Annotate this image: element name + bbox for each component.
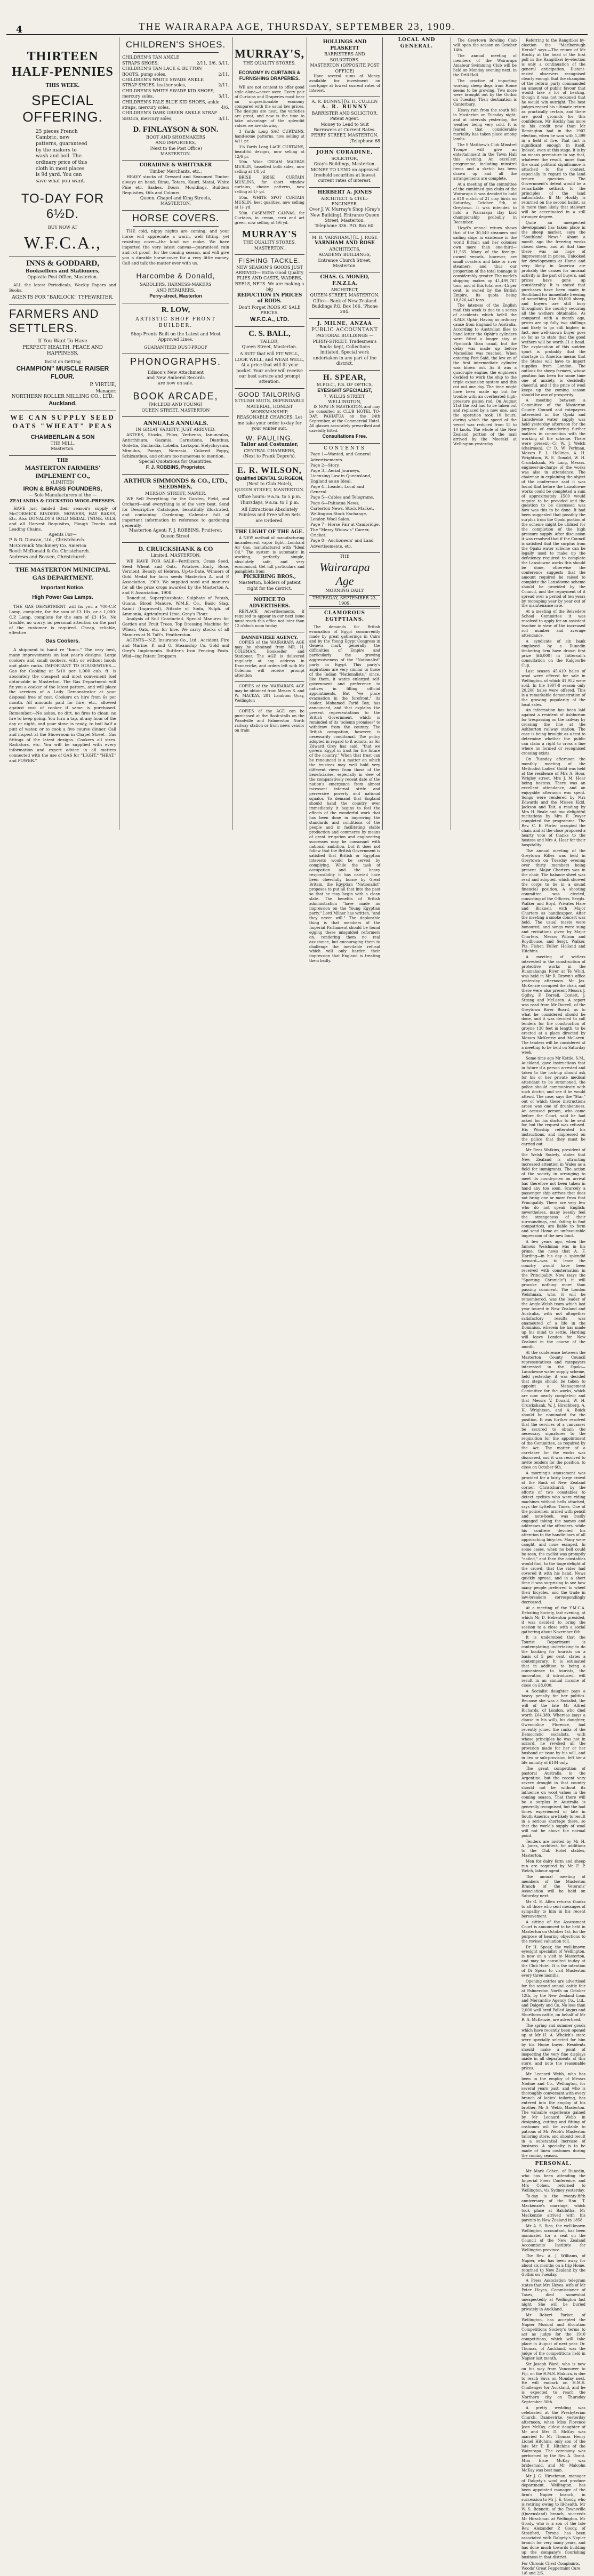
divider <box>133 52 219 53</box>
today-price: TO-DAY FOR 6½D. <box>21 191 105 221</box>
simmonds-name: ARTHUR SIMMONDS & CO., LTD., <box>124 477 228 485</box>
contents-title: CONTENTS <box>324 445 366 451</box>
fishing-tackle-ad <box>235 255 304 327</box>
murrays-ad <box>235 37 304 255</box>
milne-body: PASTORAL BUILDINGS — PERRY-STREET. Tradesmen's Books kept, Collections initiated. Special work undertaken in any part of the district. <box>312 333 377 366</box>
murrays-item: 50in. WHITE SPOT CURTAIN MUSLIN, best qualities, now selling at 1/- yd. <box>235 196 304 210</box>
editorial-egypt <box>309 608 380 967</box>
contents-box <box>309 444 380 553</box>
finlayson-trade: BOOT AND SHOEMAKERS <box>146 134 205 140</box>
cruickshank-fertilizers: Analysis of Soil Conducted. Special Manures for Garden and Fruit Trees. Top Dressing Machine for Wheat, Oats, etc. for hire. We carry stocks of all Manures at N. Taft's, Featherston. <box>122 616 229 638</box>
finlayson-trade-2: AND IMPORTERS, <box>155 140 196 146</box>
implement-trade: IRON & BRASS FOUNDERS, <box>23 485 102 492</box>
local-paragraph: The lateness of the English mail this week is due to a series of accidents which befell the R.M.S. Ophir. Having no ordinary cause from England to Australia. According to Australian files to hand letter the Ophir's cylinders were fitted a longer stay at Plymouth than usual, but the delay was made up before Marseilles was reached. When entering Port Said, the low on of the first intermediate cylinder was blown out. As it was a quadruple engine, the engineers decided to work the ship to the triple expansion system and this cut out one day. The time might have been made up but for trouble with an overheated high-pressure piston rod. On August 21st the rod had to be taken out and replaced by a new one, and the operation took 10 hours, during which the speed of the vessel was reduced from 15 to 10 knots. The whole of the New Zealand portion of the mail arrived by the Moeraki at Wellington yesterday. <box>453 303 517 447</box>
local-paragraph: A morning's amusement was provided for a fairly large crowd at the Bank of New Zealand corner, Christchurch, by the efforts of two constables to detect cyclists who were riding machines without bells attached, says the Lyttelton Times. One of the policemen, armed with pencil and note-book, was busily engaged taking the names and addresses of the offenders, while his confrere devoted his attention to the handle-bars of all approaching bicycles. Many were caught, and none escaped. In some cases, when no bell could be seen, the cyclist was promptly "nailed," and then the constables would find, to the huge delight of the crowd, that the rider had covered it with his hand. News quickly spread, and in a short time it was surprising to see how many people preferred to wheel their bicycles, and the trade in law-breakers correspondingly decreased. <box>521 1471 585 1604</box>
flag-daily: MORNING DAILY <box>325 588 364 593</box>
pickering-firm: PICKERING BROS., <box>243 574 296 580</box>
local-paragraph: A syndicate of six bank employed by a Dunedin timbering firm have drawn first prize (£6,000) in Tattersall's consultation on the Kalgoorlie Cup. <box>521 639 585 668</box>
pickering-note: Masterton, holders of patent right for the district. <box>238 580 301 591</box>
moneo-address: QUEEN-STREET, MASTERTON. <box>310 293 380 298</box>
fishing-headline: FISHING TACKLE. <box>238 257 301 265</box>
railway-copies <box>235 707 304 736</box>
local-paragraph: Dr H. Spear, the well-known eyesight specialist of Wellington, is now on a visit to Masterton, and may be consulted to-day at the Club Hotel. It is the intention of Dr Spear to visit Masterton every three months. <box>521 1945 585 1978</box>
hollings-body: Have several sums of Money available for investment on mortgage at lowest current rates of interest. <box>309 74 380 93</box>
ball-body: A SUIT that will FIT WELL, LOOK WELL, and WEAR WELL, At a price that will fit your pocket. Your order will receive our best service and prompt attention. <box>235 351 304 384</box>
ball-trade: TAILOR, <box>260 339 279 344</box>
childrens-shoes-ad <box>122 37 229 161</box>
shoe-item <box>122 55 229 66</box>
fishing-sub: Don't Forget RODS AT SALE PRICES. <box>238 304 301 316</box>
local-paragraph: A meeting of settlers interested in the construction of protective works in the Ruamahanga River at Te Whiti, was held in Mr R. Brown's office yesterday afternoon. Mr Jas. McKenzie occupied the chair, and there were also present Messrs J. Ogilvy, F. Dorrell, Corlett, J. Strang and McLaren. A report was read from Mr Dorrell, of the Greytown River Board, as to what he considered should be done, and it was decided to call tenders for the construction of groyne 130 feet in length, to be erected at a place directed by Messrs McKenzie and McLaren. The tenders will be considered at a meeting to be held on Saturday week. <box>521 955 585 1055</box>
implement-makers: — Sole Manufacturers of the — <box>28 492 97 497</box>
spear-trade: M.P.O.C., F.S. OF OPTICS, <box>316 382 373 387</box>
murrays-item: BRISE BRISE CURTAIN MUSLINS, for short window curtains, choice patterns, now selling at 1/- yd. <box>235 175 304 195</box>
seed-oats-body: WE CAN SUPPLY SEED OATS "WHEAT" PEAS <box>10 413 115 430</box>
simmonds-agent: Masterton Agent; F. J. ROBBINS, Fruiterer, Queen Street. <box>129 528 222 539</box>
local-headline: LOCAL AND GENERAL. <box>398 37 436 49</box>
gas-notice: Important Notice. <box>41 585 85 591</box>
cruickshank-body: WE HAVE FOR SALE—Fertilizers, Grass Seed, Seed Wheat and Oats. Potatoes—Early Rose, Vermont, Beauty of Hebron, Up-to-Date. Winners of Gold Medal for farm seeds Masterton A. and P. Association, 1909. We supplied seed and manures for all the prize crops awarded by the Masterton A. and P. Association, 1908. <box>122 558 229 595</box>
arcade-headline: BOOK ARCADE, <box>133 390 219 402</box>
local-paragraph: Heavy rain from the south fell in Masterton on Tuesday night, and at intervals yesterday, the weather being very cold. It is feared that considerable mortality has taken place among lambs. <box>453 108 517 142</box>
contents-item: Page 8—Auctioneers' and Land Advertisements, etc. <box>310 538 374 549</box>
wilson-note: (Next to Club Hotel), <box>246 482 293 487</box>
spear-title: EYESIGHT SPECIALIST, <box>317 387 372 393</box>
horse-headline: HORSE COVERS. <box>132 212 220 223</box>
implement-products: ZEALANDIA & COCKATOO WOOL-PRESSES. <box>10 498 116 504</box>
jones-name: HERBERT A. JONES <box>317 189 372 195</box>
flag-the: THE <box>340 553 350 559</box>
farmers-lines: PERFECT HEALTH, PEACE AND HAPPINESS, <box>22 344 103 357</box>
bunny-body: Money to Lend to Suit Borrowers at Current Rates. <box>314 122 376 132</box>
spear-body: IS NOW IN MASTERTON, and may be consulted at CLUB HOTEL TO-DAY. PAHIATUA on the 24th September, at the Commercial Hotel. All glasses accurately prescribed and carefully fitted. <box>309 405 380 434</box>
murrays-sub: ECONOMY IN CURTAINS & FURNISHING DRAPERIES. <box>238 69 301 82</box>
spear-free: Consultations Free. <box>322 434 367 439</box>
bunny-trade: BARRISTER AND SOLICITOR. <box>311 110 378 116</box>
annuals-body: ASTERS, Stocks, Phlox, Verbenas, Ianunculas, Antirrhinum, Gazania, Carnations, Dianthus, Godetia, Gaillardia, Lobelia, Larkspur, Helychrysum, Mimulus, Pansys, Nemesia, Colored Poppy, Schizanthus, and others too numerous to mention. <box>122 432 229 459</box>
farmers-intro: If You Want To Have <box>38 338 87 344</box>
subhead-this-week: THIS WEEK. <box>45 83 80 89</box>
flag-name: Wairarapa Age <box>319 560 370 588</box>
varnham-address: ACADEMY BUILDINGS, <box>318 252 371 258</box>
copies-2: COPIES of the AGE can be purchased at the Book-stalls on the Woodville and Palmerston North railway station or from news vendor on train <box>235 709 304 733</box>
annuals-sub: IN GREAT VARIETY, JUST ARRIVED. <box>135 427 216 432</box>
contents-item: Page 5—Cables and Telegrams. <box>310 495 374 500</box>
simmonds-body: WE Sell Everything for the Garden, Field, and Orchard—and everything is of the very best. Send for Descriptive Catalogue, beautifully illustrated, and containing Gardening Calendar full of important information in reference to gardening generally. <box>122 496 229 528</box>
implement-name-2: MASTERTON FARMERS' <box>25 464 101 472</box>
farmers-city: Auckland. <box>49 400 77 407</box>
masthead-title: THE WAIRARAPA AGE, THURSDAY, SEPTEMBER 23, 1909. <box>139 21 455 33</box>
ball-name: C. S. BALL, <box>248 329 291 338</box>
light-body: A NEW method of manufacturing incandescent vapor light—Lomhard Air Gas, manufactured with "Ideal Oil." The system is automatic in working, perfectly simple, absolutely safe, and very economical. Get full particulars and pamphlets from <box>235 535 304 574</box>
varnham-trade: ARCHITECTS, <box>329 246 360 252</box>
personal-paragraph: A Press Association telegram states that Mrs Heyes, wife of Mr Peter Heyes, Commissioner of Taxes, died somewhat unexpectedly at Wellington last night. She will be buried privately in Auckland. <box>521 2278 585 2312</box>
shoe-item <box>122 89 229 100</box>
dannevirke-headline: DANNEVIRKE AGENCY. <box>241 635 298 640</box>
personal-paragraph: Sir Joseph Ward, who is now on his way from Vancouver to Fiji, on the R.M.S. Makura, is due to reach Suva on Monday next. He will embark on H.M.S. Challenger for Auckland, and he is expected to reach the Northern city on Thursday September 30th. <box>521 2362 585 2405</box>
implement-limited: (LIMITED) <box>51 480 75 485</box>
spear-name: H. SPEAR, <box>323 373 367 382</box>
bunny-address: PERRY STREET, MASTERTON. <box>311 133 379 138</box>
annuals-headline: ANNUALS ANNUALS. <box>143 419 208 427</box>
finlayson-town: MASTERTON. <box>160 151 191 156</box>
implement-agent-3: Booth McDonald & Co. Christchurch. <box>9 549 90 554</box>
farmers-product: CHAMPION" MUSCLE RAISER FLOUR. <box>16 365 109 380</box>
shoe-item-label: CHILDREN'S TAN ANKLE STRAPS SHOES, <box>122 55 180 66</box>
farmers-person: P. VIRTUE, <box>90 382 116 388</box>
milne-name: J. MILNE, ANZAA <box>317 320 372 326</box>
tailoring-headline: GOOD TAILORING <box>238 390 301 398</box>
shoe-item-price: 2/11. <box>218 83 229 88</box>
notice-body: REPLACE Advertisements, if required to appear in our next issue must reach this office not later than 12 o'clock noon to-day <box>235 609 304 629</box>
local-paragraph: The S Matthew's Club Minstrel Troupe will give an entertainment in the Town Hall this evening. An excellent programme, including minstrel items and a sketch has been drawn up and all the arrangements are complete. <box>453 143 517 181</box>
local-paragraph: Referring to the Rangitikei by-election the "Marlborough Herald" says:—The return of Mr Hockly at the head of the first poll in the Rangitikei by-election is only a continuation of the general anticipation. Distant-rested observers recognised clearly enough that the champion of the reform party commanded an amount of public favour that would take a lot of beating, though it was not reckoned that he would win outright. The best judges regard his ultimate return as practically certain, and there are good grounds for this confidence. Mr Hockly has more to his credit now than Mr Remington had in the 1902 election, when he won with 1,399 in a field of five. That fact is significant enough in itself. Indeed, even at this stage, it is by no means premature to say that, whatever the result, more than the usual political significance is attached to the contest, especially in regard to the land tenure question. The Government's defeat would be a remarkable setback to the principles of the land nationalists. If Mr Hockly is returned on the second ballot, as is more than likely that stalwart will be accentuated in a still stronger degree. <box>521 38 585 220</box>
simmonds-trade: SEEDSMEN, <box>159 485 192 491</box>
coradine-name: CORADINE & WHITTAKER <box>139 163 212 168</box>
personal-paragraph: A pretty wedding was celebrated at the Presbyterian Church, Dannevirke, yesterday afternoon, when Miss Florence Jean McKay, eldest daughter of Mr and Mrs D. McKay was married to Mr Thomas Henry Lionel Hitchins, only son of the late Mr T. B. Hitchins of the Wairarapa. The ceremony was performed by the Rev A. Grant. Miss Elsie McKay was bridesmaid, and Mr Malcolm McKay was best man. <box>521 2406 585 2473</box>
jcoradine-trade: SOLICITOR, <box>331 156 358 161</box>
shoe-item-label: CHILDREN'S TAN LACE & BUTTON BOOTS, pump soles, <box>122 66 202 77</box>
murrays-item: 50in. CASEMENT CANVAS, for Curtains, in cream, ecru and art green, now selling at 1/6 yd. <box>235 211 304 225</box>
shoe-item-price: 3/11. <box>218 94 229 99</box>
annuals-ad <box>122 417 229 475</box>
local-paragraph: The great competition of pastoral Australia is the Argentine, but the recent very severe drought in that country should not be without its influence on wool values in the coming season. That there will be a surplus in Australia is generally recognised, but the bad times experienced of late in South America are likely to result in a serious shortage there, so that the world's supply of wool will not be above the normal point. <box>521 1767 585 1838</box>
gas-cookers-head: Gas Cookers. <box>45 638 80 645</box>
notice-headline: NOTICE TO ADVERTISERS. <box>249 597 290 609</box>
murrays-tagline-2: THE QUALITY STORES, <box>243 240 296 245</box>
pauling-name: W. PAULING, <box>245 434 294 442</box>
implement-agents: Agents For— <box>49 532 77 537</box>
contents-item: Page 7—Horse Fair at Cambridge, The "Merry Widow's" Career, Cricket. <box>310 522 380 538</box>
varnham-name: VARNHAM AND ROSE <box>315 240 375 246</box>
implement-body: HAVE just landed their season's supply of McCORMICK BINDERS, MOWERS, HAY RAKES, Etc. Also DONALDY'S GOLD MEDAL TWINE, OILS, and all Harvest Requisites, Plough Tracks and Leading Chains. <box>9 505 116 532</box>
pauling-note: (Next to Frank Depre's). <box>243 454 296 459</box>
jones-trade: ARCHITECT & CIVIL-ENGINEER. <box>320 196 369 206</box>
copies-1: COPIES of the WAIRARAPA AGE may be obtained from Messrs S. and W. MACKAY, 201 Lambton Quay, Wellington <box>235 684 304 703</box>
gas-title: THE MASTERTON MUNICIPAL GAS DEPARTMENT. <box>15 566 110 582</box>
personal-paragraph: Mr Robert Parker, of Wellington, has accepted the Napier Musical and Elocution Competitions Society's terms to act as judge for the 1910 competitions, which will take place in August of next year. Dr. Thomas, of Auckland, was the judge of the competitions held in Napier last month. <box>521 2313 585 2361</box>
murrays-item: 50in. Wide CREAM MADRAS MUSLIN, tasselled both sides, now selling at 1/8 yd <box>235 160 304 174</box>
personal-headline: PERSONAL. <box>521 2158 585 2168</box>
phonographs-ad <box>122 354 229 417</box>
arcade-owners: [McLEOD AND YOUNG] <box>149 402 203 407</box>
gas-department-ad <box>9 564 116 767</box>
murrays-item: 3 Yards Long SAC CURTAINS, hand-some patterns, now selling at 4/11 pr. <box>235 129 304 143</box>
local-paragraph: An information has been laid against a resident of Ashburton for trespassing on the railway by crossing the line at the Ashburton railway station. The case is being brought as a test to determine whether the public can claim a right to cross a line where no formed or recognised crossing exists. <box>521 708 585 756</box>
wilson-trade: Qualified DENTAL SURGEON, <box>235 475 304 481</box>
local-paragraph: Men for dairy farm and sheep run are required by Mr F. P. Welch, labour agent. <box>521 1859 585 1874</box>
ball-address: Queen Street, Masterton. <box>242 344 298 350</box>
divider <box>133 226 219 227</box>
egypt-headline: CLAMOROUS EGYPTIANS. <box>324 611 365 622</box>
murrays-item-list <box>235 130 304 226</box>
dannevirke-agency <box>235 632 304 682</box>
local-paragraph: Opening entries are advertised for the second annual cattle fair at Palmerston North on October 12th, by the New Zealand Loan and Mercantile Agency Co., Ltd., and Dalgety and Co. No less than 2,000 well-bred Polled Angus and Shorthorn cattle, on behalf of Mr R. A. McKenzie, are advertised. <box>521 1979 585 2022</box>
local-paragraph: A sitting of the Assessment Court is announced to be held in Masterton on October 1st, for the purpose of hearing objections to the revised valuation roll. <box>521 1920 585 1944</box>
column-1 <box>6 37 119 830</box>
murrays-name: MURRAY'S, <box>235 47 305 60</box>
implement-co-ad <box>9 456 116 564</box>
varnham-names: M. R. VARNHAM.] [E. J. ROSE <box>311 235 378 240</box>
inns-goddard-ad <box>9 256 116 305</box>
column-5 <box>383 37 451 830</box>
moneo-ad <box>309 272 380 318</box>
spear-ad <box>309 371 380 444</box>
wilson-address: QUEEN STREET, MASTERTON. <box>235 487 304 492</box>
local-paragraph: On Tuesday afternoon the monthly meeting of the Methodist Ladies' Guild was held at the residence of Mrs A. Hoar, Wrigley street, Mrs J. M. Hoar being hostess. There was an excellent attendance, and an enjoyable afternoon was spent. Songs were rendered by Mrs Edwards and the Misses Kidd, Jackson and Tait, a reading by Mrs H. Beale and two delightful recitations by Mrs F. Dwyer completed the programme. The Rev. C. E. Porter occupied the chair, and at the close proposed a hearty vote of thanks to the hostess and Mrs A. Hoar for their hospitality. <box>521 757 585 848</box>
headline-thirteen: THIRTEEN HALF-PENNIES <box>12 50 114 79</box>
personal-paragraph: The Rev. A. J. Williams, of Napier, who has been away for about six months on a trip Home, returned to New Zealand by the Gothic on Tuesday. <box>521 2253 585 2277</box>
local-paragraph: The annual meeting of members of the Wairarapa Amateur Swimming Club will be held on Monday evening next, in the Drill Hall. <box>453 53 517 77</box>
local-paragraph: At the conference between the Masterton County Council representatives and ratepayers interested in the Opaki—Lansdowne water supply scheme, held yesterday, it was decided that steps should be taken to appoint a Management Committee for the works, which are now nearly completed; and that Messrs V. Donald, W. H. Cruickshank, W. J. Hirschberg, A. H. Wrightson, and A. Buick should be nominated for the position. It was further resolved that the services of a canvasser be secured to obtain the necessary signatures to the requisition for the appointment of the Committee, as required by the Act. The matter of a caretaker for the works was discussed, and it was resolved to invite tenders for the position, to close on October 6th. <box>521 1351 585 1470</box>
shoes-headline: CHILDREN'S SHOES. <box>125 39 226 50</box>
annuals-special: Special Quotations for Quantities. <box>139 459 213 464</box>
moneo-trade: ARCHITECT, <box>331 287 359 292</box>
farmers-role: Manager. <box>95 388 116 394</box>
jcoradine-body: MONEY TO LEND on approved freehold securities at lowest current rates of interest. <box>310 167 379 183</box>
light-headline: THE LIGHT OF THE AGE. <box>235 529 304 535</box>
fishing-reduction: REDUCTION IN PRICES of RODS. <box>237 292 302 304</box>
hollings-address: MASTERTON (OPPOSITE POST OFFICE) <box>310 63 380 74</box>
moneo-office: Office—Bank of New Zealand Buildings P.O. Box 166. 'Phone 284. <box>311 298 378 315</box>
shoe-item <box>122 77 229 89</box>
shoe-item-label: CHILDREN'S DARK GREEN ANKLE STRAP SHOES, mercury soles, <box>122 110 217 121</box>
contents-item: Page 4—Leader, Local and General. <box>310 484 364 495</box>
local-paragraph: The annual meeting of the Greytown Rifles was held in Greytown on Tuesday evening over thirty members being present. Major Charters was in the chair. The balance sheet was read and adopted, which showed the corps to be in a sound financial position. A shooting committee was elected, consisting of the Officers, Sergts. Walker and Boyd, Privates Hare and Bicknell, with Major Charters as handicapper. After the meeting a smoke concert was held. The usual toasts were honoured, and songs were sung and recitations given by Major Charters, Messrs Wilson and Roydhouse, and Sergt. Walker, Pts. Fisher, Fuller, Holland and Hitchins. <box>521 849 585 954</box>
offer-body: 25 pieces French Cambric, new patterns, guaranteed by the makers to wash and boil. The ordinary price of this cloth in most places is 9d yard. You can save what you want. <box>36 129 87 184</box>
cruickshank-manures: Bonedust, Superphosphate, Sulphate of Potash, Guano, Blood Manure, W.M.E. Co., Basic Slag, Kainit (Improved), Nitrate of Soda, Sulph. of Ammonia, Agricultural Lime, Grey's Flour. <box>122 595 229 616</box>
shoe-item-label: CHILDREN'S WHITE SWADE KID SHOES, mercury soles, <box>122 88 215 99</box>
masthead <box>6 5 588 35</box>
masthead-flag <box>309 553 380 609</box>
jcoradine-name: JOHN CORADINE, <box>316 150 373 156</box>
contents-item: Page 6—Pahiatua News, Carterton News, Stock Market, Wellington Stock Exchange, London Wool Sales. <box>310 500 374 521</box>
implement-name-1: THE <box>57 458 69 463</box>
horse-body: THE cold, nippy nights are coming, and your horse will appreciate a warm, well fitting, yet resisting cover—the kind we make. We have imported the very latest canvas—guaranteed rain and rot proof—for the coming season, and will give you a durable horse-cover for a very little money. Call and talk the matter over with us. <box>122 229 229 266</box>
low-guarantee: GUARANTEED DUST-PROOF <box>143 344 208 350</box>
chamberlain-firm: CHAMBERLAIN & SON <box>30 434 95 440</box>
bunny-name: A. R. BUNNY <box>321 105 368 110</box>
seed-oats-ad <box>9 411 116 455</box>
low-body: ARTISTIC SHOP FRONT BUILDER. <box>135 317 216 329</box>
inns-address: Opposite Post Office, Masterton. <box>27 275 98 280</box>
shoe-item-label: CHILDREN'S WHITE SWADE ANKLE STRAP SHOES, leather soles, <box>122 77 204 88</box>
inns-body: ALL the latest Periodicals, Weekly Papers and Books. <box>9 282 116 293</box>
bunny-patent: Patent Agent. <box>330 116 360 122</box>
arcade-address: QUEEN STREET, MASTERTON <box>141 407 210 413</box>
bunny-phone: [Telephone 68 <box>349 138 380 143</box>
milne-trade: PUBLIC ACCOUNTANT <box>311 327 379 333</box>
wfca-special-ad <box>9 37 116 256</box>
local-paragraph: A Socialist daughter pays a heavy penalty for her politics. Because she was a Socialist, the will of the late Mr Alfred Richards, of London, who died worth £64,389. Whereas (says a clause in his will), his daughter, Gwendoline Florence, had recently joined the ranks of the Democratic socialists, with whose principles he was not in accord, he revoked all the provision made for her or her husband or issue by his will, and in lieu or sub-provision, left her a life annuity of £104 only. <box>521 1689 585 1766</box>
pauling-trade: Tailor and Costumier, <box>240 442 299 448</box>
varnham-ad <box>309 233 380 273</box>
local-paragraph: At a meeting of the committee of the combined gun clubs of the Wairarapa it was decided to hold a £10 match of 21 clay birds on Saturday, October 9th, at Greytown. It was intended to hold a Wairarapa clay bird championship probably in December. <box>453 182 517 225</box>
local-paragraph: At a meeting of the Belvedere School Committee it was resolved to apply for an assistant teacher in view of the increased roll number and average attendance. <box>521 609 585 638</box>
inns-name: INNS & GODDARD, <box>26 259 100 268</box>
local-paragraph: The spring and summer goods which have recently been opened up at Mr H. A. Whelch's store were specially selected for him by his Home buyer. Residents should make a point of inspecting the very fine displays made in all departments at this store, and note the reasonable prices. <box>521 2023 585 2071</box>
john-coradine-ad <box>309 148 380 188</box>
local-paragraph: The Greytown Bowling Club will open the season on October 14th. <box>453 38 517 52</box>
harcombe-trade: SADDLERS, HARNESS-MAKERS <box>140 282 212 287</box>
ball-tailor-ad <box>235 327 304 389</box>
jones-phone: Telephone 336. P.O. Box 60. <box>315 223 375 229</box>
notice-advertisers <box>235 595 304 632</box>
murrays-tagline: THE QUALITY STORES. <box>243 61 296 66</box>
local-paragraph: Last season 45,419 bales of wool were offered for sale in Wellington, of which 41,952 were sold. In the 1907-8 season only 20,200 bales were offered. This is a remarkable demonstration of the growing popularity of the local sales. <box>521 669 585 707</box>
local-paragraph: Mr Leonard Webb, who has been in the employ of Messrs Nodine and Co., Wellington, for several years past, and who is thoroughly conversant with every branch of ladies' tailoring, has entered into the employ of his brother, Mr A. Webb, Masterton. The valuable experience gained by Mr Leonard Webb in designing, cutting and fitting of costumes will be available to patrons of Mr Webb's Masterton tailoring store, and should result in a substantial increase of business. A specialty is to be made of linen costumes during the coming season. <box>521 2072 585 2158</box>
jones-body: Over J. W. Murray's Shop (Gray's New Building), Entrance Queen Street, Masterton. <box>309 207 380 223</box>
gas-lamps: High Power Gas Lamps. <box>32 595 93 601</box>
murrays-item: 3¼ Yards Long LACE CURTAINS, beautiful designs, now selling at 12/6 pr. <box>235 145 304 159</box>
inns-agents: AGENTS FOR "BARLOCK" TYPEWRITER. <box>12 295 114 301</box>
contents-item: Page 1—Wanted, and General Advertisements. <box>310 452 371 462</box>
harcombe-address: Perry-street, Masterton <box>149 293 202 299</box>
farmers-insist: Insist on Getting <box>44 359 81 364</box>
murrays-name-2: MURRAY'S <box>242 228 298 239</box>
local-paragraph: Mr G. E. Allen returns thanks to all those who sent messages of sympathy to him in his recent bereavement. <box>521 1899 585 1919</box>
jcoradine-address: Gray's Buildings, Masterton. <box>314 162 376 167</box>
footer-ad: For Chronic Chest Complaints, Woods' Great Peppermint Cure, 1/6 and 2/6. <box>521 2561 582 2575</box>
wfca-brand: W.F.C.A., <box>24 232 101 252</box>
contents-list <box>309 452 380 549</box>
wilson-body: All Extractions Absolutely Painless and Free when Sets are Ordered. <box>238 507 301 523</box>
horse-covers-ad <box>122 211 229 303</box>
r-low-ad <box>122 303 229 354</box>
local-paragraph: Quite an unexpected development has taken place in the sheep market, says the "Southland News." About a month ago the freezing works closed down, and at that time there was no hope of improvement in prices. Unlooked for developments at Home and very likely in America are probably the causes for unusual activity in the part of buyers, and prices have gone up considerably. It is stated that purchases have been made in Southland for immediate freezing of something like 30,000 sheep, and buyers are still busy throughout the country securing all the wethers obtainable. As compared with a month ago, prices are up fully two shillings and likely to go still higher; in fact, one well-known buyer goes so far as to state that the good wethers will be worth £1 a head. The explanation of this sudden spurt is probably that the shortage in America means that the States will have to import supplies from London. The outlook for sheep farmers, whose position has been for some time one of anxiety, is decidedly cheerful, and if the price of wool keeps up the coming season should be one of prosperity. <box>521 221 585 397</box>
shoe-item <box>122 110 229 122</box>
personal-paragraph: To-day is the twenty-fifth anniversary of the Hon. T. Mackenzie's marriage, which took place at Balclutha. Mr Mackenzie arrived with his parents in New Zealand in 1858. <box>521 2194 585 2222</box>
implement-agent-1: P. & D. Duncan, Ltd., Christchurch. <box>9 537 85 543</box>
farmers-headline: FARMERS AND SETTLERS. <box>9 307 99 335</box>
light-of-age-ad <box>235 527 304 595</box>
milne-ad <box>309 319 380 371</box>
chamberlain-town: Masterton. <box>51 446 75 452</box>
wilson-hours: Office hours: 9 a.m. to 5 p.m. Thursdays, 9 a.m. to 1 p.m. <box>238 494 301 505</box>
column-3 <box>232 37 307 830</box>
local-paragraph: A meeting between a Committee of the Masterton County Council and ratepayers interested in the Opaki and Lansdowne water supply was held yesterday afternoon for the purpose of considering further matters in connection with the working of the scheme. There were present—Cr W. J. Welch (chairman), Cr D. W. Perlman, Messrs F. L. Hollings, A. H. Wrightson, W. E. Donald, W. H. Cruickshank, Mr Lang, Messrs. engineer-in-charge of the works was also in attendance. The chairman in explaining the object of the conference said it was found that before the Lansdowne works could be completed a sum of approximately £500 would require to be provided and the question to be discussed was how was this to be done. It had been suggested that possibly the surplus from the Opaki portion of the scheme might be utilised for the completion of the high pressure supply. After discussion it was resolved that if the Council is satisfied that the surplus from the Opaki water scheme can be legally used to make up the deficiency required to complete the Lansdowne works this should be done, otherwise the conference suggests that the amount required be raised to complete the Lansdowne scheme should be provided by the Council, and the repayment of it spread over a period of ten years by recouping year by year out of the maintenance rate. <box>521 398 585 608</box>
spear-address: 7, WILLIS STREET, WELLINGTON, <box>324 394 366 404</box>
local-paragraph: Some time ago Mr Kettle, S.M., Auckland, gave instructions that in future if a person arrested and taken to the lock-up should ask for his or her private medical attendant to be summoned, the police should communicate with such doctor, and see if he would attend. The case, says the "Star," out of which these instructions arose was one of drunkenness. An accused person, who came before the Court, said he had asked for his doctor to be sent for, but the request was refused. His Worship reiterated his instructions, and impressed on the police that they must be carried out. <box>521 1056 585 1147</box>
low-name: R. LOW, <box>161 306 190 314</box>
farmers-ad <box>9 305 116 411</box>
bunny-names: A. R. BUNNY.] [G. H. CULLEN <box>311 99 378 104</box>
implement-agent-4: Andrews and Beaven, Christchurch. <box>9 554 87 559</box>
jones-ad <box>309 188 380 233</box>
cruickshank-agents: AGENTS—N.Z. Insurance Co., Ltd., Accident, Fire and Marine. P. and O. Steamship Co. Gold and Grey's Implements. Buttler's Iron Fencing Posts. Wild—ing Patent Droppers <box>122 637 229 659</box>
shoe-item <box>122 100 229 111</box>
finlayson-firm: D. FINLAYSON & SON. <box>133 125 219 134</box>
gas-cookers-body: A shipment to hand re "Ionic." The very best, many improvements on last year's designs. Large cookers and small cookers, with or without hoods and plate racks. IMPORTANT TO HOUSEWIVES.—Gas for Cooking at 5/10 per 1,000 cub. ft. is absolutely the cheapest and most convenient fuel obtainable in Masterton. The Gas Department will fix you a cooker of the latest pattern, and will place the services of a Lady Demonstrator at your disposal free of cost. Cookers on hire from 6s per month. All amounts paid for hire, etc., allowed against cost of cooker if same is purchased. Remember.—No ashes, no dirt, no fires to clean, no fire to keep going. You turn a tap, at any hour of the day or night, and your stove is ready, to boil half a pint of water, or to cook a five course dinner. Call and inspect at the Showroom in Chapel Street—Gas fittings of the latest designs. Cookers all sizes. Radiators, etc. You will be supplied with every information and expert advice in all matters connected with the use of GAS for "LIGHT," "HEAT," and POWER." <box>9 647 116 764</box>
wilson-name: E. R. WILSON, <box>237 466 302 475</box>
pauling-ad <box>235 389 304 463</box>
column-4 <box>307 37 383 964</box>
shoe-item-price: 3/11. <box>218 116 229 121</box>
harcombe-trade-2: AND REPAIRERS, <box>156 287 195 293</box>
column-2 <box>119 37 232 830</box>
murrays-body: WE are not content to offer good style alone—never were. Every pair of Curtains and Draperies must bear an unquestionable economy compared with the usual low prices. The designs are neat, the varieties are great, and now is the time to take advantage of the splendid values we are showing. <box>235 85 304 128</box>
personal-paragraph: Mr A. S. Bies, the well-known Wellington accountant, has been nominated for a seat on the Council of the New Zealand Accountants' Institute for Wellington province. <box>521 2224 585 2252</box>
personal-paragraph: Mr J. G. Hirschman, manager of Dalgety's wool and produce department, Wellington, has been appointed manager of the firm's Napier branch, in succession to Mr J. E. Goody, who is retiring owing to ill-health. Mr W. S. Bennett, of the Townsville (Queensland) branch, succeeds Mr Hirschman at Wellington. Mr Goody, who is a son of the late Rev. Alexander P. Goody, of Stratford, Tyrone has been associated with Dalgety's Napier branch for very many years, and has done much towards building up the company's flourishing business in that district. <box>521 2474 585 2559</box>
cruickshank-ad <box>122 543 229 662</box>
tailoring-body: STYLISH SUITS, DEPENDABLE MATERIAL, HONEST WORKMANSHIP, REASONABLE CHARGES. Let me take your order to-day for your winter suit. <box>235 398 304 431</box>
coradine-town: MASTERTON. <box>160 201 191 206</box>
shoe-item-price: 2/11, 3/6, 3/11. <box>196 60 229 66</box>
shoe-item-price: 4/6. <box>221 105 229 110</box>
hollings-ad <box>309 37 380 97</box>
columns <box>6 37 588 2575</box>
gas-body: THE GAS DEPARTMENT will fix you a 700-C.P. Lamp, complete, for the sum of £3 10s, or a 1,000-C.P. Lamp, complete for the sum of £3 15s. No trouble, no worry, no personal attention on the part of the customer is required. Cheap, reliable, effective. <box>9 604 116 636</box>
wilson-dentist-ad <box>235 463 304 528</box>
cruickshank-limited: Limited, MASTERTON. <box>150 553 201 558</box>
cruickshank-name: D. CRUICKSHANK & CO <box>138 545 213 553</box>
special-offering: SPECIAL OFFERING. <box>22 92 103 125</box>
finlayson-address: (Next to the Post Office) <box>149 146 202 151</box>
shoe-price-list <box>122 55 229 122</box>
moneo-name: CHAS. G. MONEO, F.N.Z.I.A. <box>320 275 370 287</box>
coradine-body: HEAVY stocks of Dressed and Seasoned Timber always on hand. Rimu, Totara, Kauri, Matai, White Pine etc. Sashes, Doors, Mouldings. Builders Requisites, Oils and Colours. <box>122 174 229 196</box>
coradine-whittaker-ad <box>122 161 229 210</box>
shoe-item <box>122 66 229 77</box>
dannevirke-body: COPIES of the WAIRARAPA AGE may be obtained from MR. H. COLEMAN, Bookseller and Stationer. The AGE is delivered regularly at any address in Dannevirke, and orders left with Mr Coleman will receive prompt attention <box>235 640 304 678</box>
pauling-address: CENTRAL CHAMBERS, <box>244 448 295 453</box>
local-paragraph: The practice of importing working sheep dogs from Home seems to be growing. Two more were brought out by the Gothic on Tuesday. Their destination is Canterbury. <box>453 78 517 107</box>
chamberlain-place: THE MILL, <box>50 440 75 446</box>
local-paragraph: A few years ago, when the famous Welshman was in his prime, the news that A. F. Harding—in his day a splendid forward—was to leave the country would have been received with consternation in the Principality. Now (says the "Sporting Chronicle") it will provoke nothing more than passing comment. The London Welshman, who, it will be remembered, was the leader of the Anglo-Welsh team which last year toured in New Zealand and Australia, with not altogether satisfactory results was enamoured of a life in the Dominion, wherein he has made up his mind to settle. Harding will leave London for New Zealand in the course of the month. <box>521 1240 585 1350</box>
phono-body: Edison's New Attachment and New Amberol Records are now on sale. <box>147 370 205 386</box>
fishing-firm: W.F.C.A., LTD. <box>250 316 290 323</box>
local-paragraph: It is understood that the Tourist Department is contemplating undertaking to do the booking for tourists on a basis of 5 per cent. states a contemporary. It is estimated that in addition to being a convenience to tourists, the innovation, if introduced, will result in an annual income of close on £8,000. <box>521 1635 585 1688</box>
murrays-town: MASTERTON. <box>254 245 285 251</box>
varnham-entrance: Entrance Church Street, Masterton. <box>318 258 372 269</box>
local-paragraph: At a meeting of the Y.M.C.A. Debating Society, last evening, at which Mr D. Hebenton presided, it was decided to bring the session to a close with a social gathering about November 6th. <box>521 1606 585 1634</box>
personal-paragraph: Mr Mark Cohen, of Dunedin, who has been attending the Imperial Press Conference, and Mrs Cohen, returned to Wellington, via Sydney yesterday. <box>521 2169 585 2193</box>
buy-now: BUY NOW AT <box>47 225 78 230</box>
implement-name-3: IMPLEMENT CO., <box>35 472 90 480</box>
contents-item: Page 3—Aerial Journeys, Licensing Law in Queensland, England as an Ideal. <box>310 468 372 484</box>
page-number: 4 <box>16 25 22 35</box>
shoe-item-label: CHILDREN'S PALE BLUE KID SHOES, ankle straps, mercury soles, <box>122 99 220 110</box>
low-detail: Shop Fronts Built on the Latest and Most Approved Lines. <box>131 331 221 342</box>
local-paragraph: Lloyd's annual return shows that of the 30,540 steamers and sailing ships in existence in the world Britain and her colonies own more than one-third—11,565. Many of the foreign-owned vessels, however, are small coasters and lake or river steamers, and thus our proportion of the total tonnage is considerably greater. The world's shipping makes up 41,499,767 tons, and of this total over 45 per cent. is owned by the British Empire, its quota being 18,826,442 tons. <box>453 226 517 302</box>
annuals-firm: F. J. ROBBINS, Proprietor. <box>146 464 206 470</box>
phono-headline: PHONOGRAPHS. <box>130 356 222 367</box>
hollings-name: HOLLINGS AND PLASKETT <box>323 39 367 51</box>
farmers-company: NORTHERN ROLLER MILLING CO., LTD. <box>11 394 114 400</box>
egypt-body: The demands for British evacuation of Egypt concurrently made by great gatherings in Cairo and by the Young Egypt Congress in Geneva mark generally the difficulties of Empire and particularly the growing aggressiveness of the "Nationalist" party in Egypt. This party's aspirations are very similar to those of the Indian "Nationalists," since, like them, it wants enlarged self-government and preference to natives in filling official appointments. But "we place evacuation in the forefront," its leader, Mohamed Farid Bey, has announced, and that explains the present representations to the British Government, which is reminded of its "solemn promises" to withdraw from the country. The British occupation, however, is necessarily conditional. The policy adopted in regard to it admits, as Sir Edward Grey has said, "that we govern Egypt in trust for the future of the country." When that trust can be renounced is a matter on which the trustees may well hold very different views from those of the beneficiaries, especially in view of the comparatively recent date of the nation's emergence from almost incessant internal strife and perversive poverty and national squalor. To demand that England should hand the country over immediately it begins to feel the effects of the wonderful work that has been done in improving the standards and conditions of the people and in facilitating stable production and commerce by means of great irrigation and engineering successes may be consonant with national ambition, but it does not follow that the British Government is satisfied that British or Egyptian interests would be served by complying. While the task of occupation and the heavy responsibility it has carried have been cheerfully borne by Great Britain, the Egyptian "Nationalist" proposes to put all that into the past so that he may begin with a clean slate. The benefits of British administration "have made no impression on the Young Egyptian party," Lord Milner has written, "and they never will." The deplorable thing is that members of the Imperial Parliament should be found egging these misguided reformers on, rendering them no real assistance, but encouraging them to challenge the inevitable refusal which will only harden their impression that England is treating them badly. <box>309 624 380 964</box>
contents-item: Page 2—Story. <box>310 462 340 468</box>
coradine-trade: Timber Merchants, etc., <box>149 169 202 174</box>
bunny-ad <box>309 97 380 148</box>
harcombe-name: Harcombe & Donald, <box>136 271 215 280</box>
shoe-item-price: 2/11. <box>218 71 229 77</box>
inns-trade: Booksellers and Stationers, <box>25 268 100 274</box>
column-7 <box>519 37 588 2575</box>
implement-agent-2: McCormick Machinery Co. America <box>9 543 86 548</box>
coradine-address: Queen, Chapel and King Streets, <box>140 196 212 201</box>
local-paragraph: Mr Rees Watkins, president of the Welsh Society, states that New Zealand is attracting increased attention in Wales as a field for immigrants. The action of the society in arranging to meet its countrymen on arrival has therefore not been taken in hand any too soon. Scarcely a passenger ship arrives that does not bring one or more from that Principality. There are very few who do not speak English; nevertheless, many keenly feel the strangeness of their surroundings, and, failing to find compatriots, are liable to form and send Home an unfavourable impression of the new land. <box>521 1148 585 1239</box>
wellington-copies <box>235 682 304 707</box>
flag-date: THURSDAY, SEPTEMBER 23, 1909. <box>309 595 380 607</box>
local-paragraph: Tenders are invited by Mr H. A. Jones, architect, for additions to the Club Hotel stables, Masterton. <box>521 1839 585 1858</box>
simmonds-ad <box>122 475 229 543</box>
column-6 <box>451 37 519 830</box>
fishing-body: NEW SEASON'S GOODS JUST ARRIVED— Extra Good Quality FLIES AND CASTS, WADERS, REELS, NETS. We are making a big <box>235 264 304 292</box>
local-paragraph: The annual meeting of members of the Masterton Branch of the Veterans' Association will be held on Saturday next. <box>521 1875 585 1898</box>
simmonds-address: MERSON STREET, NAPIER. <box>145 491 207 496</box>
hollings-trade: BARRISTERS AND SOLICITORS. <box>324 52 365 62</box>
